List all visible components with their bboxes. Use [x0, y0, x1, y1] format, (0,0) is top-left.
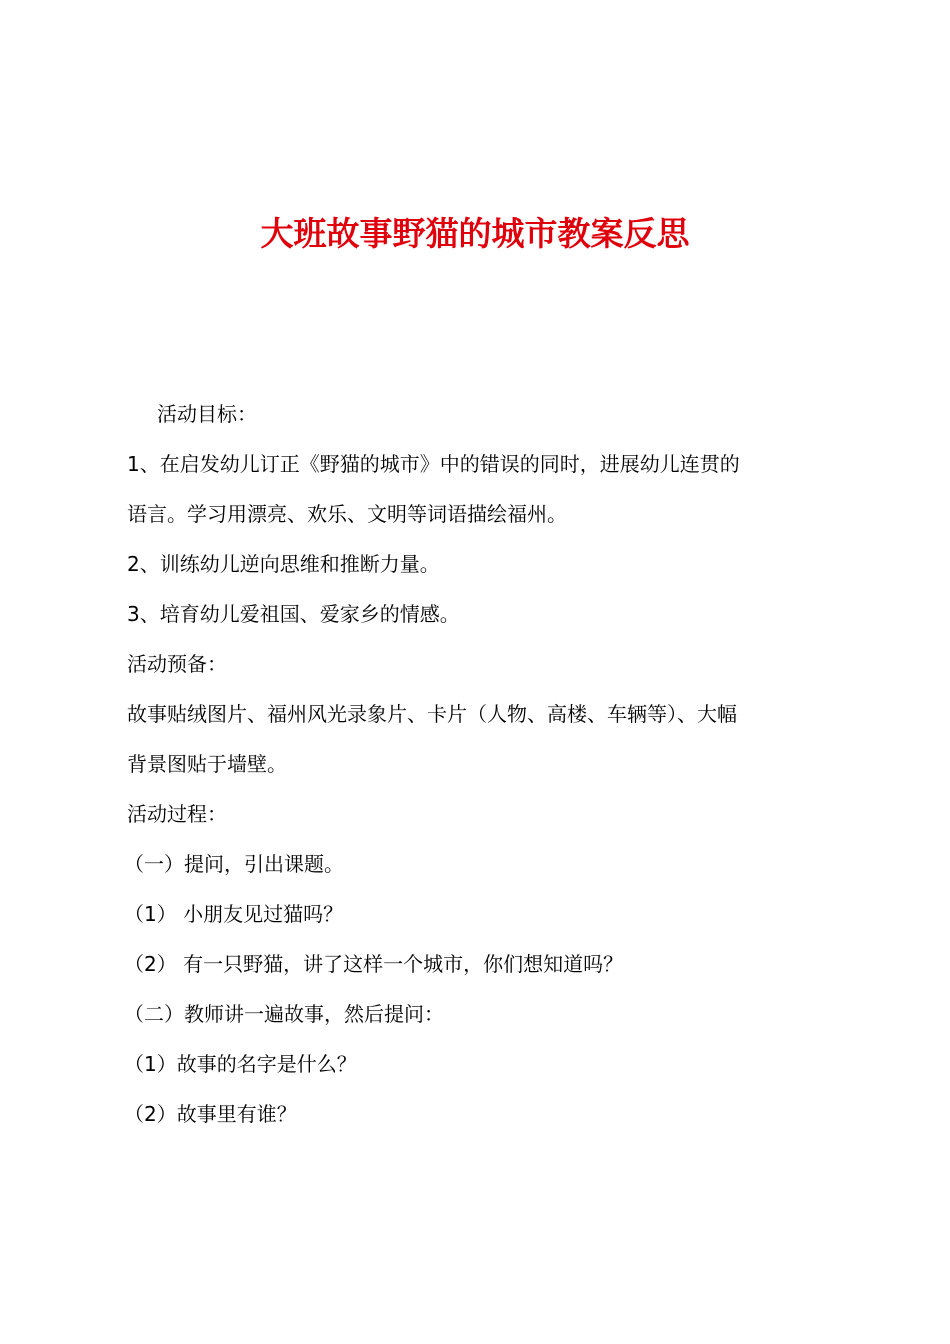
paragraph-story-question-2: （2）故事里有谁？: [124, 1102, 297, 1126]
paragraph-process-step-2: （二）教师讲一遍故事，然后提问：: [124, 1002, 444, 1026]
paragraph-process-heading: 活动过程：: [127, 802, 227, 826]
paragraph-preparation-line-1: 故事贴绒图片、福州风光录象片、卡片（人物、高楼、车辆等）、大幅: [127, 702, 737, 726]
paragraph-goal-1-line-2: 语言。学习用漂亮、欢乐、文明等词语描绘福州。: [127, 502, 567, 526]
paragraph-goal-1-line-1: 1、在启发幼儿订正《野猫的城市》中的错误的同时，进展幼儿连贯的: [127, 452, 740, 476]
paragraph-preparation-line-2: 背景图贴于墙壁。: [127, 752, 287, 776]
paragraph-story-question-1: （1）故事的名字是什么？: [124, 1052, 357, 1076]
paragraph-question-2: （2） 有一只野猫，讲了这样一个城市，你们想知道吗？: [124, 952, 624, 976]
paragraph-question-1: （1） 小朋友见过猫吗？: [124, 902, 344, 926]
document-body: [124, 389, 837, 1139]
paragraph-goal-3: 3、培育幼儿爱祖国、爱家乡的情感。: [127, 602, 460, 626]
document-title: 大班故事野猫的城市教案反思: [260, 214, 690, 253]
paragraph-goal-2: 2、训练幼儿逆向思维和推断力量。: [127, 552, 440, 576]
paragraph-process-step-1: （一）提问，引出课题。: [124, 852, 344, 876]
paragraph-preparation-heading: 活动预备：: [127, 652, 227, 676]
paragraph-activity-goals-heading: 活动目标：: [157, 402, 257, 426]
